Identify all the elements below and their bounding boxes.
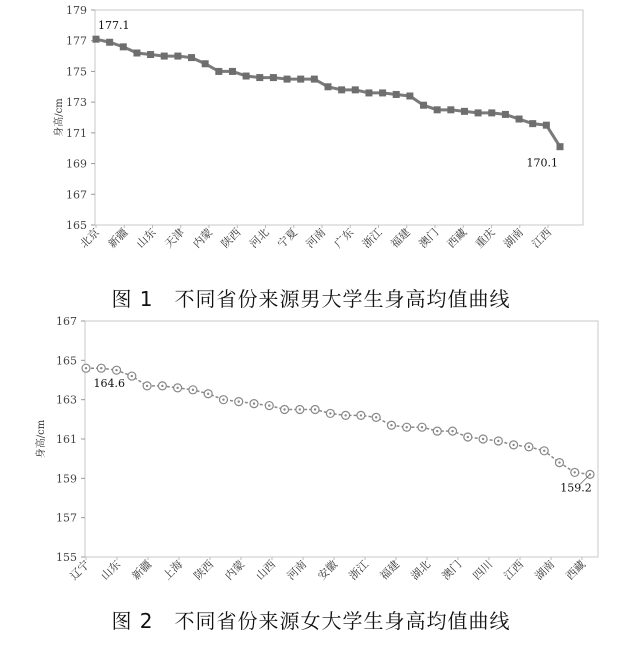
data-point bbox=[447, 106, 454, 113]
data-point bbox=[352, 86, 359, 93]
data-point bbox=[393, 91, 400, 98]
x-tick-label: 湖南 bbox=[532, 557, 558, 583]
x-tick-label: 浙江 bbox=[359, 225, 385, 251]
x-tick-label: 西藏 bbox=[563, 557, 589, 583]
x-tick-label: 重庆 bbox=[472, 225, 498, 251]
data-point-dot bbox=[100, 367, 102, 369]
y-tick-label: 167 bbox=[56, 315, 77, 328]
data-point bbox=[379, 89, 386, 96]
x-tick-label: 福建 bbox=[377, 557, 403, 583]
data-point-dot bbox=[451, 430, 453, 432]
y-axis-label: 身高/cm bbox=[36, 419, 47, 459]
y-tick-label: 177 bbox=[66, 34, 87, 48]
x-tick-label: 宁夏 bbox=[275, 225, 300, 251]
data-label: 159.2 bbox=[560, 481, 592, 495]
data-point bbox=[502, 111, 509, 118]
y-tick-label: 169 bbox=[66, 157, 87, 171]
y-tick-label: 163 bbox=[56, 393, 77, 407]
data-point bbox=[365, 89, 372, 96]
y-tick-label: 165 bbox=[66, 219, 87, 232]
y-tick-label: 171 bbox=[66, 126, 87, 140]
x-tick-label: 山西 bbox=[253, 557, 279, 583]
data-point-dot bbox=[574, 471, 576, 473]
data-point-dot bbox=[329, 412, 331, 414]
data-point-dot bbox=[344, 414, 346, 416]
data-point bbox=[461, 108, 468, 115]
data-point-dot bbox=[421, 426, 423, 428]
data-point-dot bbox=[406, 426, 408, 428]
data-point bbox=[543, 122, 550, 129]
x-tick-label: 湖南 bbox=[501, 225, 526, 251]
data-point-dot bbox=[528, 446, 530, 448]
data-point-dot bbox=[467, 436, 469, 438]
data-point bbox=[256, 74, 263, 81]
data-point bbox=[120, 43, 127, 50]
data-point-dot bbox=[253, 402, 255, 404]
data-point-dot bbox=[512, 444, 514, 446]
chart-male-height bbox=[0, 0, 622, 280]
x-tick-label: 福建 bbox=[388, 225, 413, 251]
data-point bbox=[243, 73, 250, 80]
y-tick-label: 165 bbox=[56, 354, 77, 368]
data-point-dot bbox=[222, 398, 224, 400]
x-tick-label: 辽宁 bbox=[67, 557, 93, 583]
data-point-dot bbox=[85, 367, 87, 369]
data-point bbox=[488, 109, 495, 116]
x-tick-label: 河南 bbox=[303, 225, 329, 251]
x-tick-label: 江西 bbox=[529, 225, 555, 251]
data-point bbox=[475, 109, 482, 116]
data-point bbox=[270, 74, 277, 81]
x-tick-label: 新疆 bbox=[105, 225, 131, 251]
x-tick-label: 内蒙 bbox=[222, 557, 248, 583]
figure-caption-2: 图 2 不同省份来源女大学生身高均值曲线 bbox=[111, 609, 511, 633]
data-point-dot bbox=[299, 408, 301, 410]
data-point-dot bbox=[497, 440, 499, 442]
data-point bbox=[133, 50, 140, 57]
data-point bbox=[147, 51, 154, 58]
data-point bbox=[174, 53, 181, 60]
x-tick-label: 山东 bbox=[98, 557, 124, 583]
y-axis-label: 身高/cm bbox=[54, 98, 65, 137]
x-tick-label: 河南 bbox=[284, 557, 310, 583]
x-tick-label: 北京 bbox=[77, 225, 103, 251]
x-tick-label: 四川 bbox=[470, 557, 496, 583]
data-point bbox=[202, 60, 209, 67]
data-point bbox=[106, 39, 113, 46]
y-tick-label: 157 bbox=[56, 511, 77, 525]
x-tick-label: 江西 bbox=[501, 557, 527, 583]
x-tick-label: 澳门 bbox=[439, 557, 465, 583]
data-point-dot bbox=[238, 400, 240, 402]
plot-frame bbox=[85, 321, 598, 557]
data-point bbox=[420, 102, 427, 109]
data-point bbox=[161, 53, 168, 60]
data-point-dot bbox=[390, 424, 392, 426]
x-tick-label: 浙江 bbox=[346, 557, 372, 583]
data-point-dot bbox=[314, 408, 316, 410]
y-tick-label: 175 bbox=[66, 65, 87, 79]
data-point-dot bbox=[176, 387, 178, 389]
y-tick-label: 161 bbox=[56, 433, 77, 446]
x-tick-label: 广东 bbox=[331, 225, 357, 251]
x-tick-label: 安徽 bbox=[315, 557, 341, 583]
data-label: 177.1 bbox=[98, 19, 130, 33]
data-point-dot bbox=[207, 393, 209, 395]
y-tick-label: 155 bbox=[56, 551, 77, 564]
x-tick-label: 内蒙 bbox=[190, 225, 216, 251]
x-tick-label: 上海 bbox=[160, 557, 186, 583]
data-point-dot bbox=[543, 450, 545, 452]
data-point-dot bbox=[482, 438, 484, 440]
x-tick-label: 西藏 bbox=[444, 225, 470, 251]
x-tick-label: 陕西 bbox=[218, 225, 244, 251]
data-point-dot bbox=[283, 408, 285, 410]
data-point bbox=[529, 120, 536, 127]
y-tick-label: 173 bbox=[66, 96, 87, 110]
data-point bbox=[297, 76, 304, 83]
data-point bbox=[516, 116, 523, 123]
chart-female-height bbox=[0, 312, 622, 602]
data-point bbox=[229, 68, 236, 75]
x-tick-label: 新疆 bbox=[129, 557, 155, 583]
data-point-dot bbox=[146, 385, 148, 387]
figure-caption-1: 图 1 不同省份来源男大学生身高均值曲线 bbox=[111, 287, 511, 311]
data-label: 170.1 bbox=[526, 156, 558, 170]
x-tick-label: 天津 bbox=[162, 225, 187, 251]
data-point-dot bbox=[360, 414, 362, 416]
data-point-dot bbox=[192, 389, 194, 391]
data-point bbox=[215, 68, 222, 75]
data-point-dot bbox=[436, 430, 438, 432]
y-tick-label: 167 bbox=[66, 188, 87, 202]
data-point bbox=[325, 83, 332, 90]
data-point bbox=[557, 143, 564, 150]
data-point bbox=[311, 76, 318, 83]
data-point bbox=[406, 93, 413, 100]
data-point-dot bbox=[161, 385, 163, 387]
data-point-dot bbox=[558, 461, 560, 463]
data-point-dot bbox=[131, 375, 133, 377]
data-point-dot bbox=[268, 404, 270, 406]
y-tick-label: 179 bbox=[66, 4, 87, 17]
data-point-dot bbox=[115, 369, 117, 371]
data-point bbox=[434, 106, 441, 113]
data-label: 164.6 bbox=[93, 377, 126, 391]
data-point-dot bbox=[375, 416, 377, 418]
data-point bbox=[188, 54, 195, 61]
data-point bbox=[284, 76, 291, 83]
x-tick-label: 山东 bbox=[133, 225, 159, 251]
y-tick-label: 159 bbox=[56, 472, 77, 486]
x-tick-label: 澳门 bbox=[416, 225, 442, 251]
data-point bbox=[93, 36, 100, 43]
plot-frame bbox=[95, 10, 583, 225]
x-tick-label: 湖北 bbox=[408, 557, 434, 583]
data-point bbox=[338, 86, 345, 93]
x-tick-label: 河北 bbox=[246, 225, 272, 251]
x-tick-label: 陕西 bbox=[191, 557, 217, 583]
